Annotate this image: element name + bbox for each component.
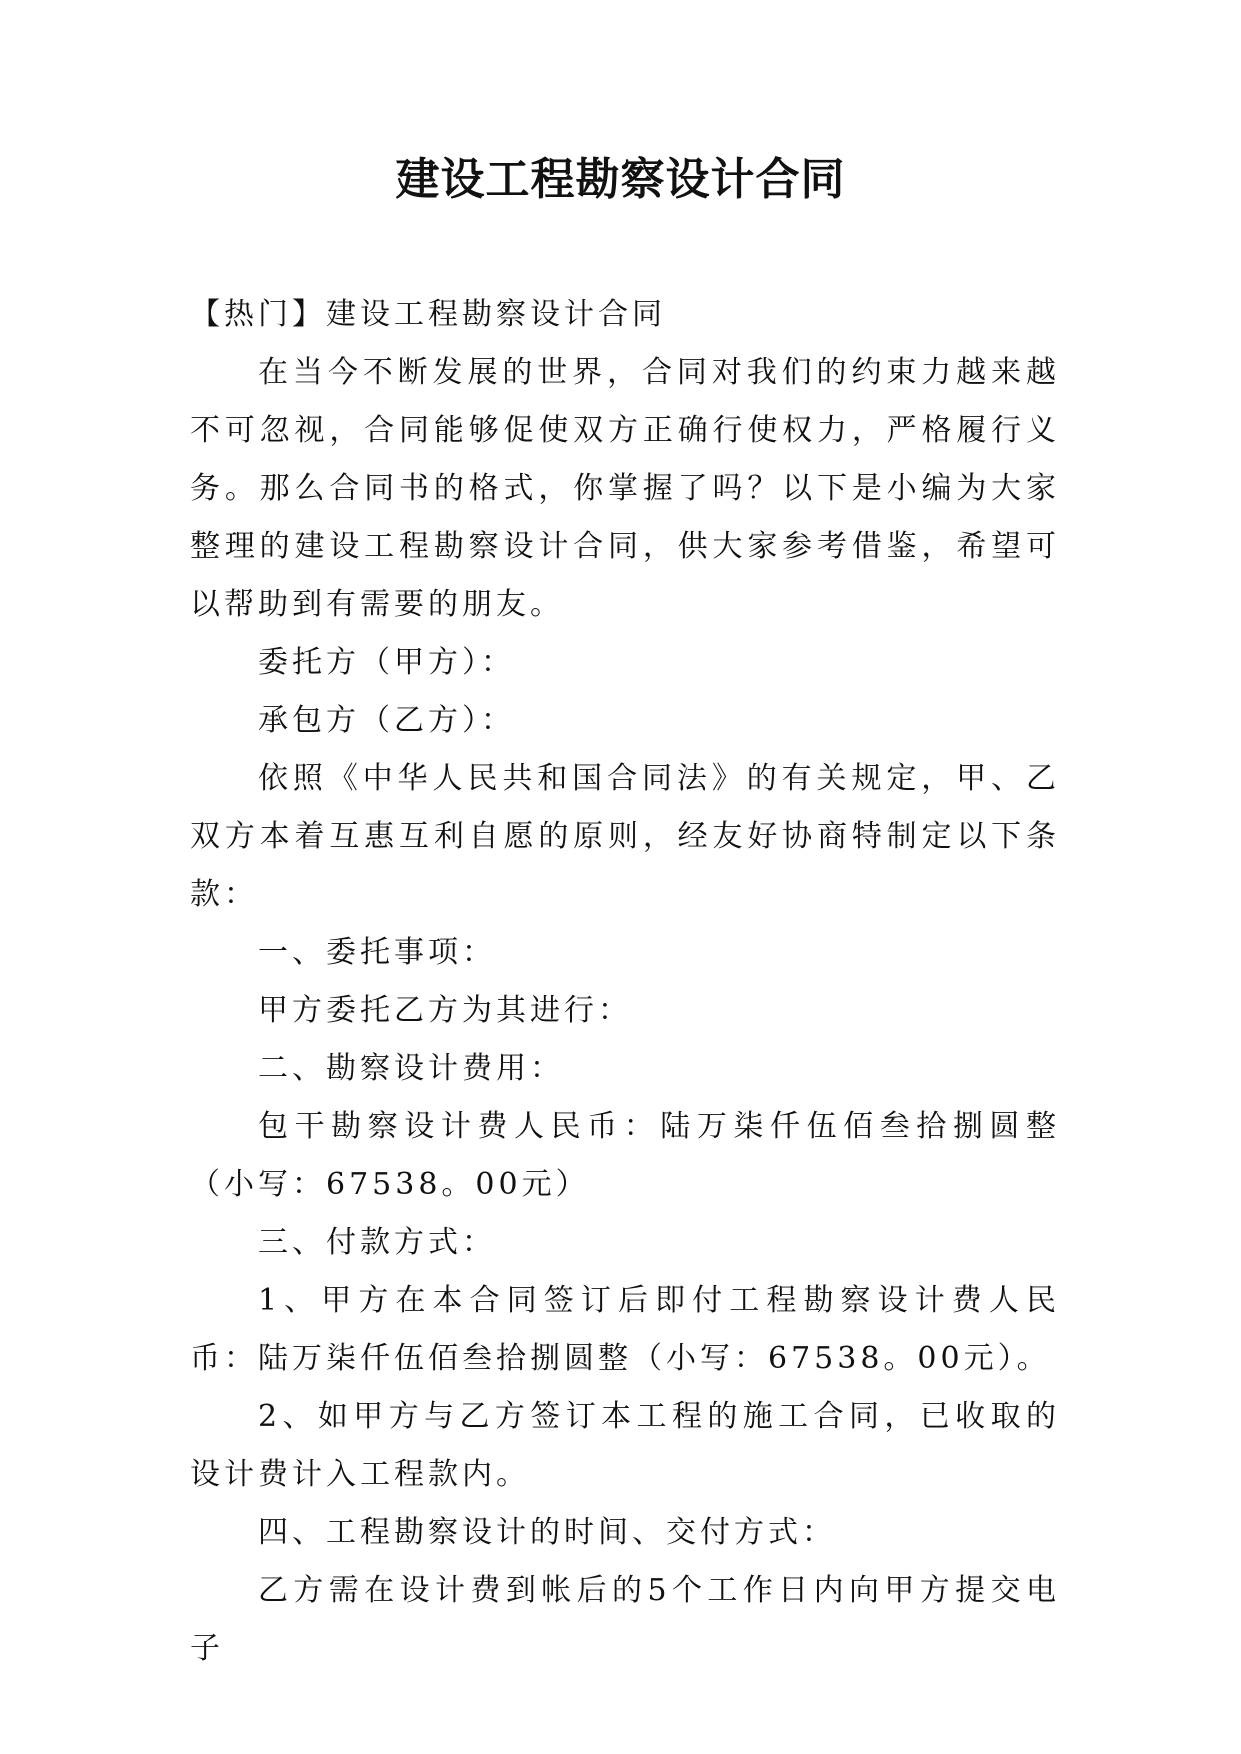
paragraph-introduction: 在当今不断发展的世界，合同对我们的约束力越来越不可忽视，合同能够促使双方正确行使权力，严格履行义务。那么合同书的格式，你掌握了吗？以下是小编为大家整理的建设工程勘察设计合同，供大家参考借鉴，希望可以帮助到有需要的朋友。 [190, 355, 1060, 622]
document-title: 建设工程勘察设计合同 [395, 154, 846, 205]
paragraph-commission: 甲方委托乙方为其进行： [258, 993, 632, 1028]
paragraph-legal-basis: 依照《中华人民共和国合同法》的有关规定，甲、乙双方本着互惠互利自愿的原则，经友好协商特制定以下条款： [190, 761, 1060, 912]
paragraph-fees: 包干勘察设计费人民币：陆万柒仟伍佰叁拾捌圆整（小写：67538。00元） [190, 1109, 1060, 1202]
paragraph-payment-1: 1、甲方在本合同签订后即付工程勘察设计费人民币：陆万柒仟伍佰叁拾捌圆整（小写：67538。00元）。 [190, 1283, 1060, 1376]
section-heading-fees: 二、勘察设计费用： [258, 1051, 564, 1086]
paragraph-delivery: 乙方需在设计费到帐后的5个工作日内向甲方提交电子 [190, 1573, 1060, 1666]
paragraph-intro-heading: 【热门】建设工程勘察设计合同 [190, 297, 666, 332]
section-heading-commission: 一、委托事项： [258, 935, 496, 970]
document-body [190, 286, 1060, 1678]
section-heading-payment: 三、付款方式： [258, 1225, 496, 1260]
paragraph-payment-2: 2、如甲方与乙方签订本工程的施工合同，已收取的设计费计入工程款内。 [190, 1399, 1060, 1492]
section-heading-delivery: 四、工程勘察设计的时间、交付方式： [258, 1515, 836, 1550]
paragraph-party-a: 委托方（甲方）： [258, 645, 515, 680]
paragraph-party-b: 承包方（乙方）： [258, 703, 515, 738]
